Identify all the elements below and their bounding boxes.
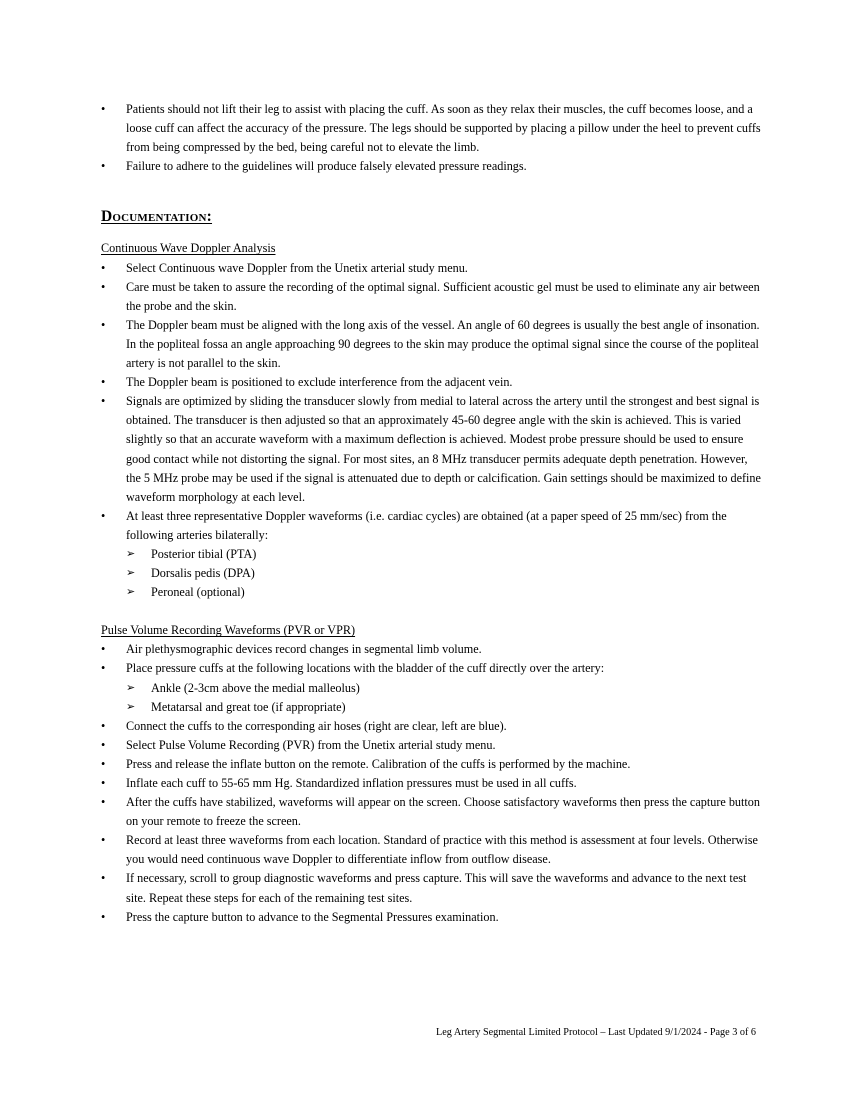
cwd-bullet-list [101,259,761,545]
pvr-bullet-list-b [101,717,761,927]
list-item: • Record at least three waveforms from each location. Standard of practice with this method is assessment at four levels. Otherwise you would need continuous wave Doppler to differentiate inflow from outflow disease. [101,833,758,867]
cuff-location-sublist [101,679,761,717]
list-item: • After the cuffs have stabilized, waveforms will appear on the screen. Choose satisfactory waveforms then press the capture button on your remote to freeze the screen. [101,795,760,829]
sublist-item: ➢ Peroneal (optional) [101,583,761,602]
sublist-item: ➢ Metatarsal and great toe (if appropriate) [101,698,761,717]
bullet-icon: • [101,661,106,676]
bullet-icon: • [101,394,106,409]
bullet-icon: • [101,375,106,390]
list-item: • Place pressure cuffs at the following locations with the bladder of the cuff directly over the artery: [101,659,761,678]
sublist-item: ➢ Ankle (2-3cm above the medial malleolus) [101,679,761,698]
list-item: • The Doppler beam is positioned to exclude interference from the adjacent vein. [101,373,761,392]
list-item: • If necessary, scroll to group diagnostic waveforms and press capture. This will save the waveforms and advance to the next test site. Repeat these steps for each of the remaining test sites. [101,871,747,905]
list-item: • Signals are optimized by sliding the transducer slowly from medial to lateral across the artery until the strongest and best signal is obtained. The transducer is then adjusted so that an approximately 45-60 degree angle with the skin is achieved. This is varied slightly so that an accurate waveform with a maximum deflection is achieved. Modest probe pressure should be used to ensure good contact while not distorting the signal. For most sites, an 8 MHz transducer permits adequate depth penetration. However, the 5 MHz probe may be used if the signal is attenuated due to depth or calcification. Gain settings should be maximized to define waveform morphology at each level. [101,394,761,504]
arrow-bullet-icon: ➢ [126,681,136,694]
list-item: • The Doppler beam must be aligned with the long axis of the vessel. An angle of 60 degrees is usually the best angle of insonation. In the popliteal fossa an angle approaching 90 degrees to the skin may produce the optimal signal since the course of the popliteal artery is not parallel to the skin. [101,317,760,371]
intro-bullet-list [101,100,761,176]
bullet-icon: • [101,833,106,848]
bullet-icon: • [101,279,106,294]
bullet-icon: • [101,737,106,752]
page-footer: Leg Artery Segmental Limited Protocol – Last Updated 9/1/2024 - Page 3 of 6 [436,1027,756,1038]
list-item: • Care must be taken to assure the recording of the optimal signal. Sufficient acoustic gel must be used to eliminate any air between the probe and the skin. [101,279,760,313]
list-item: • Inflate each cuff to 55-65 mm Hg. Standardized inflation pressures must be used in all cuffs. [101,774,761,793]
list-item: • Failure to adhere to the guidelines will produce falsely elevated pressure readings. [101,157,761,176]
arrow-bullet-icon: ➢ [126,547,136,560]
artery-sublist [101,545,761,602]
bullet-icon: • [101,642,106,657]
bullet-icon: • [101,317,106,332]
list-item: • At least three representative Doppler waveforms (i.e. cardiac cycles) are obtained (at a paper speed of 25 mm/sec) from the following arteries bilaterally: [101,508,727,542]
spacer [101,602,761,621]
bullet-icon: • [101,718,106,733]
arrow-bullet-icon: ➢ [126,567,136,580]
bullet-icon: • [101,795,106,810]
page-content [101,100,761,927]
bullet-icon: • [101,508,106,523]
list-item: • Press the capture button to advance to the Segmental Pressures examination. [101,908,761,927]
subheading-continuous-wave-doppler: Continuous Wave Doppler Analysis [101,241,276,256]
bullet-icon: • [101,776,106,790]
list-item: • Patients should not lift their leg to assist with placing the cuff. As soon as they relax their muscles, the cuff becomes loose, and a loose cuff can affect the accuracy of the pressure. The legs should be supported by placing a pillow under the heel to prevent cuffs from being compressed by the bed, being careful not to elevate the limb. [101,102,761,155]
bullet-icon: • [101,102,106,116]
bullet-icon: • [101,159,106,174]
arrow-bullet-icon: ➢ [126,700,136,713]
bullet-icon: • [101,909,106,924]
sublist-item: ➢ Posterior tibial (PTA) [101,545,761,564]
subheading-pulse-volume-recording: Pulse Volume Recording Waveforms (PVR or VPR) [101,623,356,638]
list-item: • Connect the cuffs to the corresponding air hoses (right are clear, left are blue). [101,717,761,736]
list-item: • Select Pulse Volume Recording (PVR) from the Unetix arterial study menu. [101,736,761,755]
list-item: • Select Continuous wave Doppler from the Unetix arterial study menu. [101,259,761,278]
bullet-icon: • [101,260,106,275]
bullet-icon: • [101,756,106,771]
bullet-icon: • [101,871,106,886]
pvr-bullet-list-a [101,640,761,678]
list-item: • Press and release the inflate button on the remote. Calibration of the cuffs is performed by the machine. [101,755,761,774]
section-heading-documentation: Documentation: [101,208,213,226]
list-item: • Air plethysmographic devices record changes in segmental limb volume. [101,640,761,659]
arrow-bullet-icon: ➢ [126,586,136,599]
sublist-item: ➢ Dorsalis pedis (DPA) [101,564,761,583]
